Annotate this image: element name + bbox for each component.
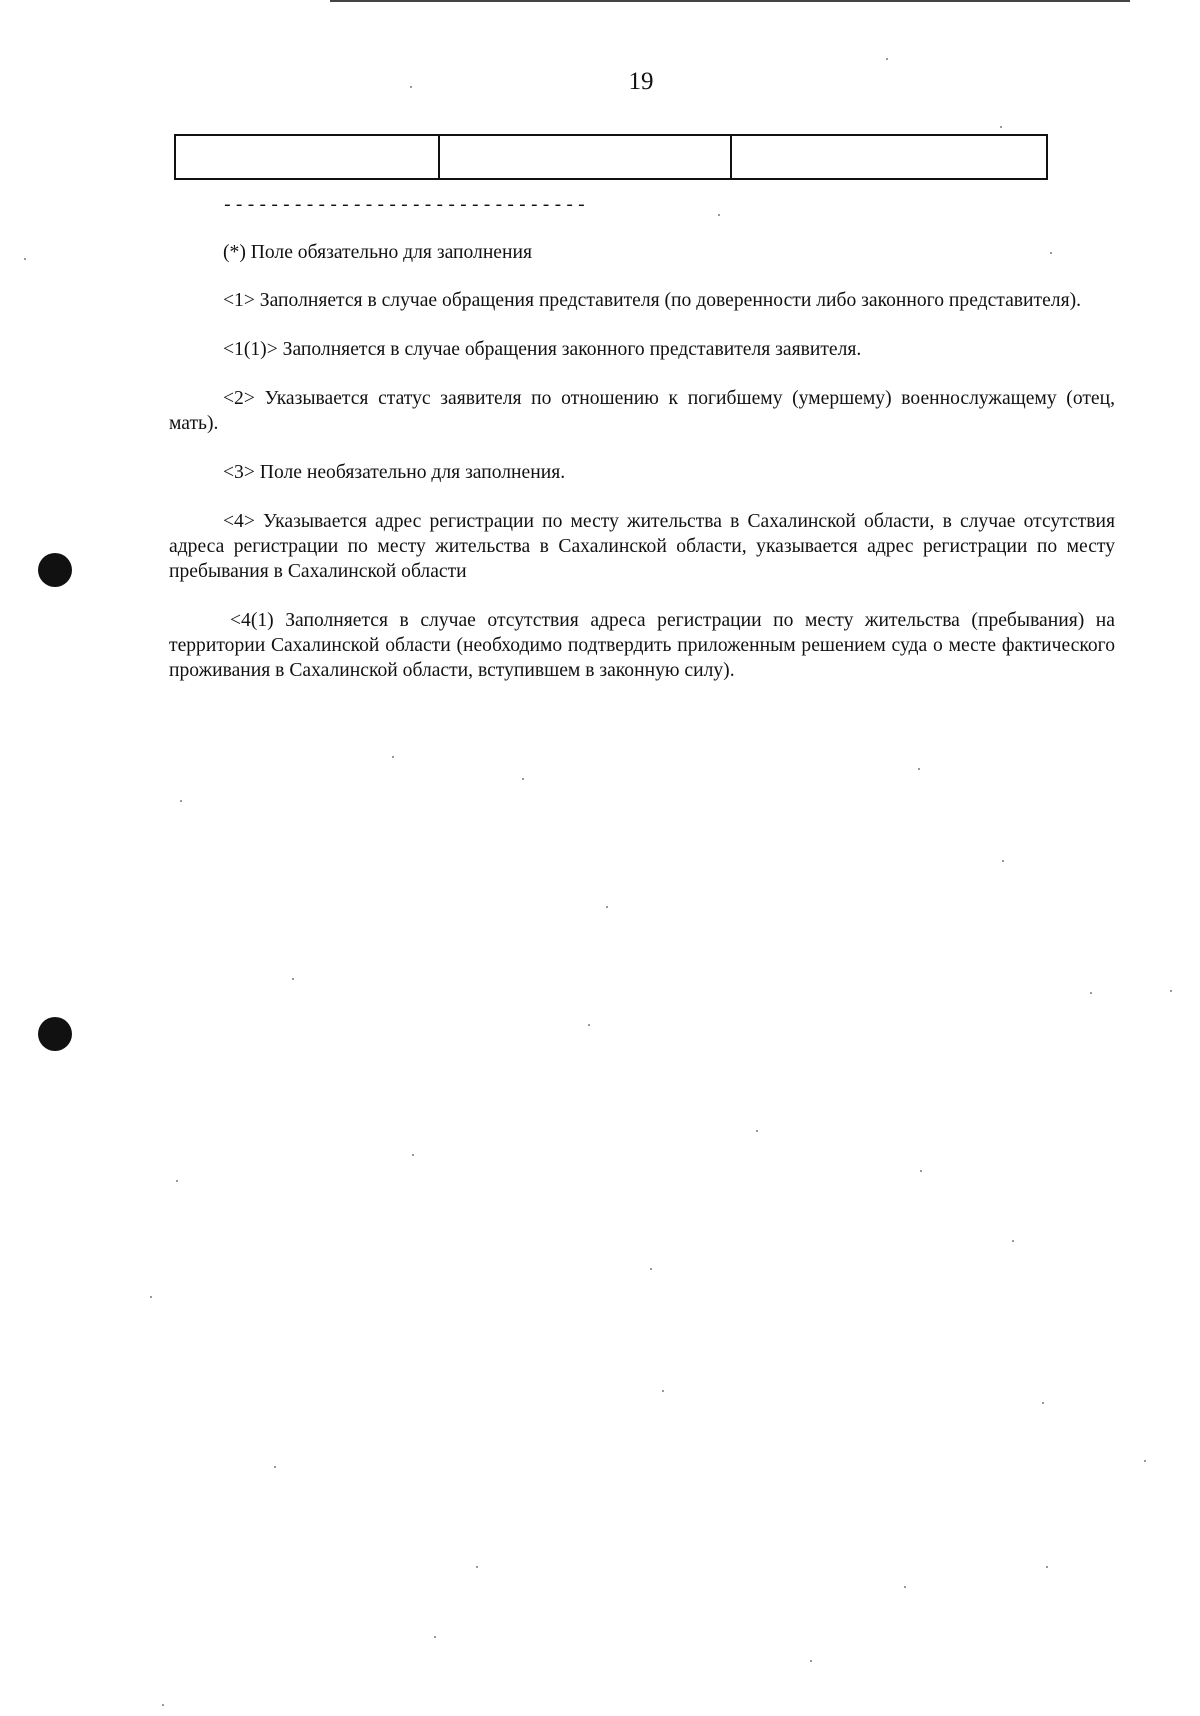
punch-hole: [38, 1017, 72, 1051]
scan-speck: [886, 58, 888, 60]
footnote-3: <3> Поле необязательно для заполнения.: [223, 462, 566, 483]
scan-speck: [180, 800, 182, 802]
scan-speck: [662, 1390, 664, 1392]
scan-edge-line: [330, 0, 1130, 2]
scan-speck: [150, 1296, 152, 1298]
footnote-1-1: <1(1)> Заполняется в случае обращения законного представителя заявителя.: [223, 339, 862, 360]
scan-speck: [918, 768, 920, 770]
scan-speck: [588, 1024, 590, 1026]
footnote-1: <1> Заполняется в случае обращения представителя (по доверенности либо законного представителя).: [223, 290, 1082, 311]
table-cell: [732, 136, 1046, 178]
scan-speck: [1042, 1402, 1044, 1404]
scan-speck: [650, 1268, 652, 1270]
scan-speck: [1090, 992, 1092, 994]
footnote-separator: -------------------------------: [222, 196, 588, 216]
scan-speck: [434, 1636, 436, 1638]
page-number: 19: [628, 68, 654, 95]
footnote-4-1: <4(1) Заполняется в случае отсутствия адреса регистрации по месту жительства (пребывания) на территории Сахалинской области (необходимо подтвердить приложенным решением суда о месте фактического проживания в Сахалинской области, вступившем в законную силу).: [169, 610, 1115, 681]
scan-speck: [606, 906, 608, 908]
scan-speck: [904, 1586, 906, 1588]
table-cell: [176, 136, 440, 178]
scan-speck: [718, 214, 720, 216]
scan-speck: [522, 778, 524, 780]
punch-hole: [38, 553, 72, 587]
scan-speck: [920, 1170, 922, 1172]
scan-speck: [162, 1704, 164, 1706]
scan-speck: [1000, 126, 1002, 128]
scan-speck: [176, 1180, 178, 1182]
scan-speck: [1050, 252, 1052, 254]
scan-speck: [1046, 1566, 1048, 1568]
scan-speck: [1012, 1240, 1014, 1242]
footnote-required-field: (*) Поле обязательно для заполнения: [223, 242, 532, 263]
table-cell: [440, 136, 732, 178]
scan-speck: [756, 1130, 758, 1132]
scan-speck: [274, 1466, 276, 1468]
footnote-2: <2> Указывается статус заявителя по отношению к погибшему (умершему) военнослужащему (отец, мать).: [169, 388, 1115, 434]
scan-speck: [476, 1566, 478, 1568]
footnotes-section: [169, 240, 1115, 707]
footnote-4: <4> Указывается адрес регистрации по месту жительства в Сахалинской области, в случае отсутствия адреса регистрации по месту жительства в Сахалинской области, указывается адрес регистрации по месту пребывания в Сахалинской области: [169, 511, 1115, 582]
scan-speck: [24, 258, 26, 260]
scan-speck: [292, 978, 294, 980]
scan-speck: [1002, 860, 1004, 862]
scan-speck: [392, 756, 394, 758]
scan-speck: [810, 1660, 812, 1662]
scan-speck: [410, 86, 412, 88]
scan-speck: [1170, 990, 1172, 992]
scan-speck: [1144, 1460, 1146, 1462]
scan-speck: [412, 1154, 414, 1156]
form-table-fragment: [174, 134, 1048, 180]
